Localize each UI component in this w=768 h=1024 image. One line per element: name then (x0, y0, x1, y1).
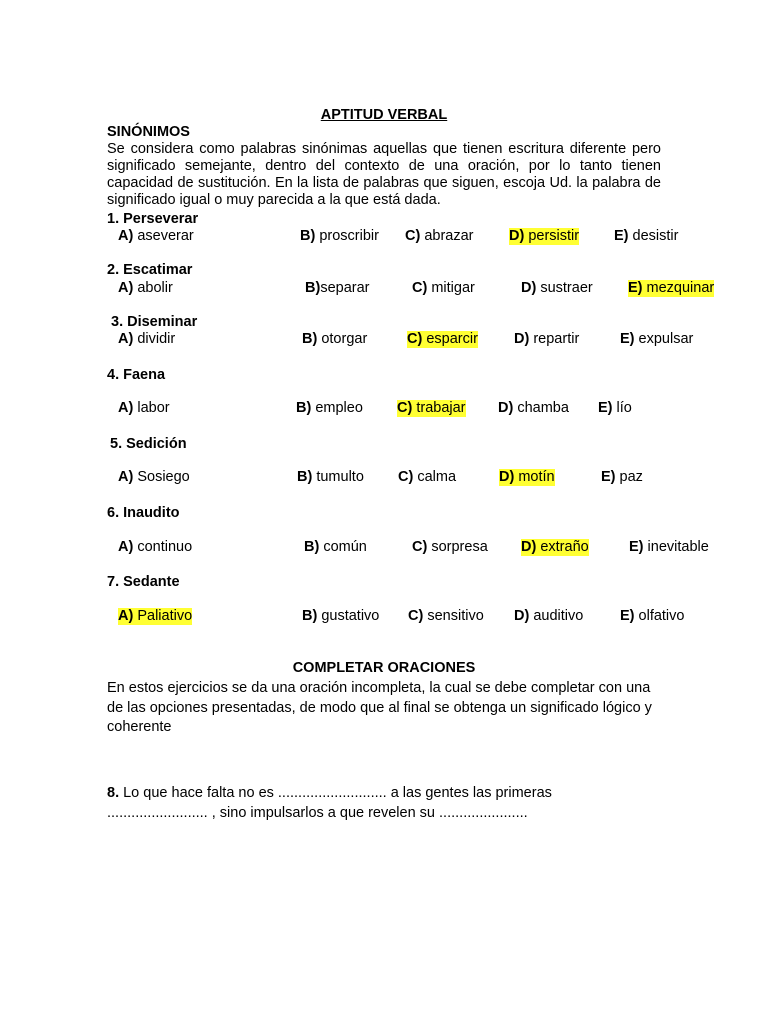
option-a: A) aseverar (118, 228, 194, 244)
option-a-answer: A) Paliativo (118, 608, 193, 624)
option-b: B) empleo (296, 400, 363, 416)
question-8-line-2: ......................... , sino impulsarlos a que revelen su ...................... (107, 805, 528, 821)
option-e: E) olfativo (620, 608, 685, 624)
option-c: C) abrazar (405, 228, 474, 244)
option-d: D) repartir (514, 331, 580, 347)
option-e: E) lío (598, 400, 632, 416)
option-c-answer: C) esparcir (407, 331, 478, 347)
option-a: A) dividir (118, 331, 176, 347)
option-d-answer: D) extraño (521, 539, 589, 555)
option-d: D) chamba (498, 400, 569, 416)
option-d: D) auditivo (514, 608, 584, 624)
option-b: B) otorgar (302, 331, 368, 347)
option-e: E) inevitable (629, 539, 709, 555)
section-heading-synonyms: SINÓNIMOS (107, 124, 190, 140)
question-label: 7. Sedante (107, 574, 180, 590)
option-a: A) Sosiego (118, 469, 190, 485)
complete-sentences-intro: En estos ejercicios se da una oración incompleta, la cual se debe completar con una de las opciones presentadas, de modo que al final se obtenga un significado lógico y coherente (107, 680, 652, 735)
option-a: A) continuo (118, 539, 193, 555)
option-d: D) sustraer (521, 280, 593, 296)
question-label: 5. Sedición (110, 436, 187, 452)
option-c-answer: C) trabajar (397, 400, 466, 416)
option-a: A) abolir (118, 280, 173, 296)
synonyms-intro: Se considera como palabras sinónimas aquellas que tienen escritura diferente pero significado semejante, dentro del contexto de una oración, por lo tanto tienen capacidad de sustitución. En la lista de palabras que siguen, escoja Ud. la palabra de significado igual o muy parecida a la que está dada. (107, 141, 661, 208)
question-label: 3. Diseminar (111, 314, 198, 330)
option-c: C) mitigar (412, 280, 475, 296)
question-8-line-1: 8. Lo que hace falta no es ........................... a las gentes las primeras (107, 785, 552, 801)
option-a: A) labor (118, 400, 170, 416)
option-b: B) gustativo (302, 608, 380, 624)
option-b: B) proscribir (300, 228, 379, 244)
option-b: B) tumulto (297, 469, 364, 485)
option-b: B)separar (305, 280, 370, 296)
question-label: 2. Escatimar (107, 262, 193, 278)
option-e: E) desistir (614, 228, 679, 244)
option-c: C) calma (398, 469, 457, 485)
section-heading-complete-sentences: COMPLETAR ORACIONES (292, 660, 476, 676)
option-c: C) sensitivo (408, 608, 484, 624)
question-label: 4. Faena (107, 367, 166, 383)
question-label: 1. Perseverar (107, 211, 199, 227)
option-b: B) común (304, 539, 367, 555)
option-e-answer: E) mezquinar (628, 280, 715, 296)
option-e: E) expulsar (620, 331, 694, 347)
page-title: APTITUD VERBAL (320, 107, 448, 123)
question-label: 6. Inaudito (107, 505, 180, 521)
option-e: E) paz (601, 469, 643, 485)
option-d-answer: D) motín (499, 469, 555, 485)
option-d-answer: D) persistir (509, 228, 580, 244)
option-c: C) sorpresa (412, 539, 488, 555)
